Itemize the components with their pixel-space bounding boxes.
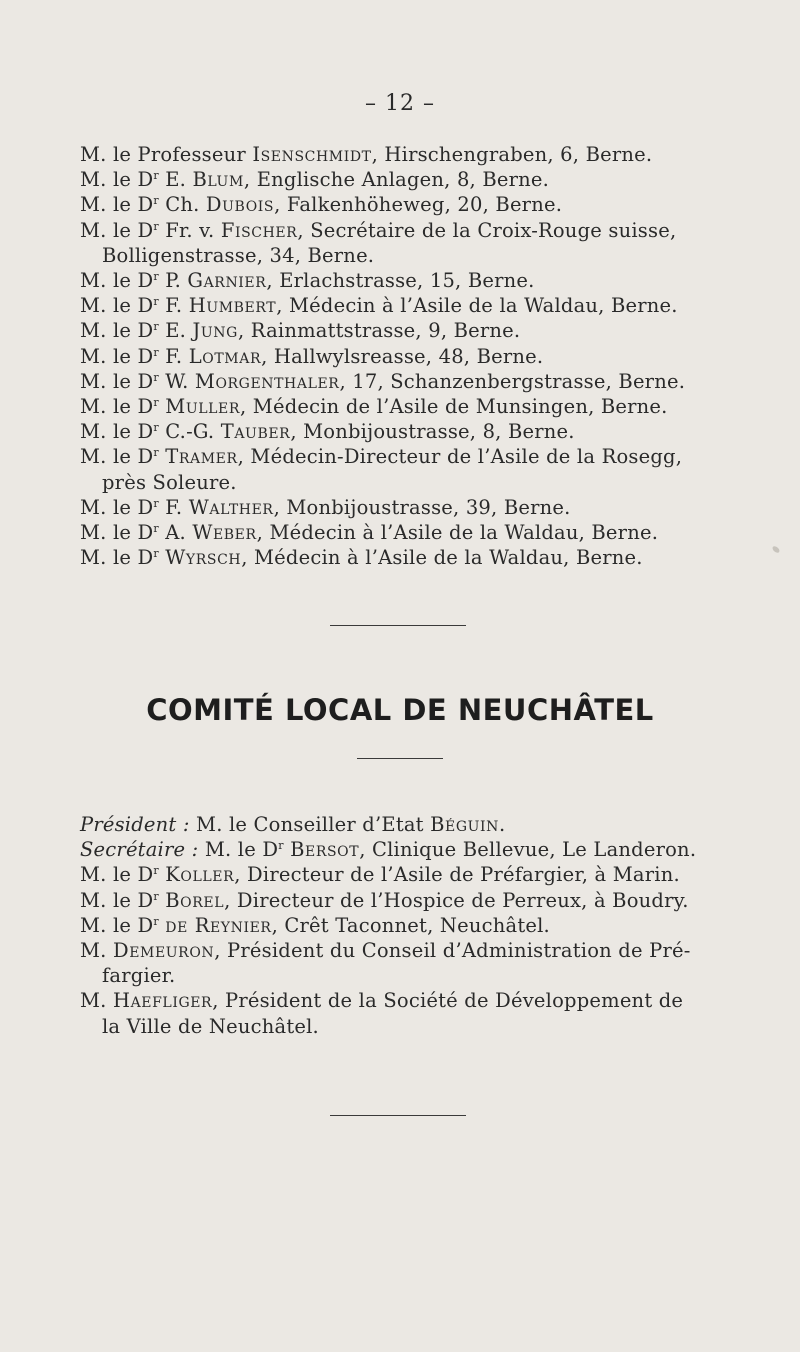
divider-rule [330,1115,466,1116]
details-text: , Monbijoustrasse, 39, Berne. [273,495,571,519]
details-text: , Erlachstrasse, 15, Berne. [266,269,535,293]
list-line [80,394,720,419]
details-text: , Président du Conseil d’Administration de Pré- [214,939,691,963]
person-name: Blum [192,168,244,192]
person-name: Lotmar [188,344,262,368]
person-name: de Reynier [165,913,272,937]
details-text: , Hallwylsreasse, 48, Berne. [261,344,544,368]
continuation-text: Bolligenstrasse, 34, Berne. [102,243,375,267]
person-name: Weber [192,521,257,545]
details-text: , Directeur de l’Hospice de Perreux, à Boudry. [224,888,689,912]
page-number: – 12 – [365,91,435,116]
title-text: M. le D [80,269,154,293]
person-name: Demeuron [112,939,215,963]
list-line [80,1014,720,1039]
initials-text: E. [158,319,193,343]
details-text: , Médecin de l’Asile de Munsingen, Berne. [239,395,668,419]
details-text: , Secrétaire de la Croix-Rouge suisse, [297,218,677,242]
title-text: M. le D [80,863,154,887]
divider-rule [357,758,443,759]
continuation-text: fargier. [102,964,176,988]
title-text: M. le Professeur [80,143,253,166]
continuation-text: près Soleure. [102,470,237,494]
details-text: , Médecin à l’Asile de la Waldau, Berne. [256,521,659,545]
list-line [80,142,720,167]
initials-text: P. [158,269,188,293]
role-label: Secrétaire : [80,838,199,862]
title-text: M. le D [80,344,154,368]
title-text: M. le D [198,838,279,862]
superscript: r [153,889,159,903]
list-line [80,520,720,545]
role-label: Président : [80,813,190,836]
superscript: r [153,864,159,878]
title-text: M. le D [80,395,154,419]
title-text: M. le D [80,495,154,519]
title-text: M. le D [80,546,154,570]
details-text: . [499,813,506,836]
person-name: Jung [192,319,238,343]
person-name: Koller [165,863,235,887]
divider-rule [330,625,466,626]
title-text: M. le D [80,369,154,393]
list-line [80,938,720,963]
list-line [80,495,720,520]
superscript: r [153,219,159,233]
person-name: Garnier [187,269,267,293]
list-line [80,888,720,913]
superscript: r [278,839,284,853]
title-text: M. [80,939,113,963]
paper-blemish [771,545,780,554]
title-text: M. le D [80,319,154,343]
details-text: , Médecin à l’Asile de la Waldau, Berne. [241,546,643,570]
list-line [80,218,720,243]
details-text: , Rainmattstrasse, 9, Berne. [237,319,521,343]
continuation-text: la Ville de Neuchâtel. [102,1014,319,1038]
details-text: , Crêt Taconnet, Neuchâtel. [271,913,550,937]
list-line [80,167,720,192]
person-name: Dubois [205,193,275,217]
superscript: r [153,370,159,384]
list-line [80,243,720,268]
superscript: r [153,320,159,334]
person-name: Borel [165,888,225,912]
person-name: Muller [165,395,240,419]
person-name: Haefliger [112,989,213,1013]
person-name: Bersot [290,838,360,862]
title-text: M. le D [80,294,154,318]
title-text: M. le D [80,193,154,217]
superscript: r [153,914,159,928]
person-name: Humbert [188,294,277,318]
details-text: , Monbijoustrasse, 8, Berne. [290,420,575,444]
list-line [80,344,720,369]
details-text: , Falkenhöheweg, 20, Berne. [274,193,563,217]
list-line [80,268,720,293]
title-text: M. le D [80,445,154,469]
list-line [80,963,720,988]
list-line [80,988,720,1013]
list-line [80,545,720,570]
list-line [80,293,720,318]
list-line [80,419,720,444]
title-text: M. le D [80,521,154,545]
details-text: , Directeur de l’Asile de Préfargier, à Marin. [234,863,680,887]
details-text: , Englische Anlagen, 8, Berne. [243,168,550,192]
list-line [80,812,720,837]
details-text: , 17, Schanzenbergstrasse, Berne. [339,369,686,393]
list-line [80,318,720,343]
title-text: M. le D [80,218,154,242]
superscript: r [153,522,159,536]
details-text: , Médecin à l’Asile de la Waldau, Berne. [276,294,678,318]
details-text: , Médecin-Directeur de l’Asile de la Rosegg, [237,445,683,469]
initials-text: C.-G. [158,420,221,444]
neuchatel-committee-list [80,812,720,1039]
superscript: r [153,194,159,208]
person-name: Fischer [220,218,298,242]
details-text: , Hirschengraben, 6, Berne. [371,143,653,166]
title-text: M. [80,989,113,1013]
list-line [80,444,720,469]
superscript: r [153,421,159,435]
person-name: Morgenthaler [194,369,340,393]
list-line [80,837,720,862]
person-name: Wyrsch [165,546,242,570]
details-text: , Président de la Société de Développement de [212,989,684,1013]
title-text: M. le Conseiller d’Etat [189,813,431,836]
title-text: M. le D [80,913,154,937]
initials-text: E. [158,168,193,192]
initials-text: Ch. [158,193,206,217]
superscript: r [153,547,159,561]
person-name: Tauber [220,420,291,444]
superscript: r [153,169,159,183]
initials-text: Fr. v. [158,218,221,242]
details-text: , Clinique Bellevue, Le Landeron. [359,838,697,862]
section-heading: COMITÉ LOCAL DE NEUCHÂTEL [146,693,654,727]
superscript: r [153,446,159,460]
person-name: Béguin [430,813,500,836]
person-name: Isenschmidt [252,143,372,166]
list-line [80,862,720,887]
superscript: r [153,295,159,309]
list-line [80,192,720,217]
superscript: r [153,496,159,510]
list-line [80,913,720,938]
superscript: r [153,396,159,410]
initials-text: F. [158,294,189,318]
initials-text: F. [158,495,189,519]
list-line [80,369,720,394]
initials-text: F. [158,344,189,368]
superscript: r [153,345,159,359]
initials-text: W. [158,369,195,393]
berne-member-list [80,142,720,570]
person-name: Tramer [165,445,238,469]
list-line [80,470,720,495]
title-text: M. le D [80,420,154,444]
superscript: r [153,270,159,284]
title-text: M. le D [80,888,154,912]
initials-text: A. [158,521,193,545]
title-text: M. le D [80,168,154,192]
person-name: Walther [188,495,274,519]
